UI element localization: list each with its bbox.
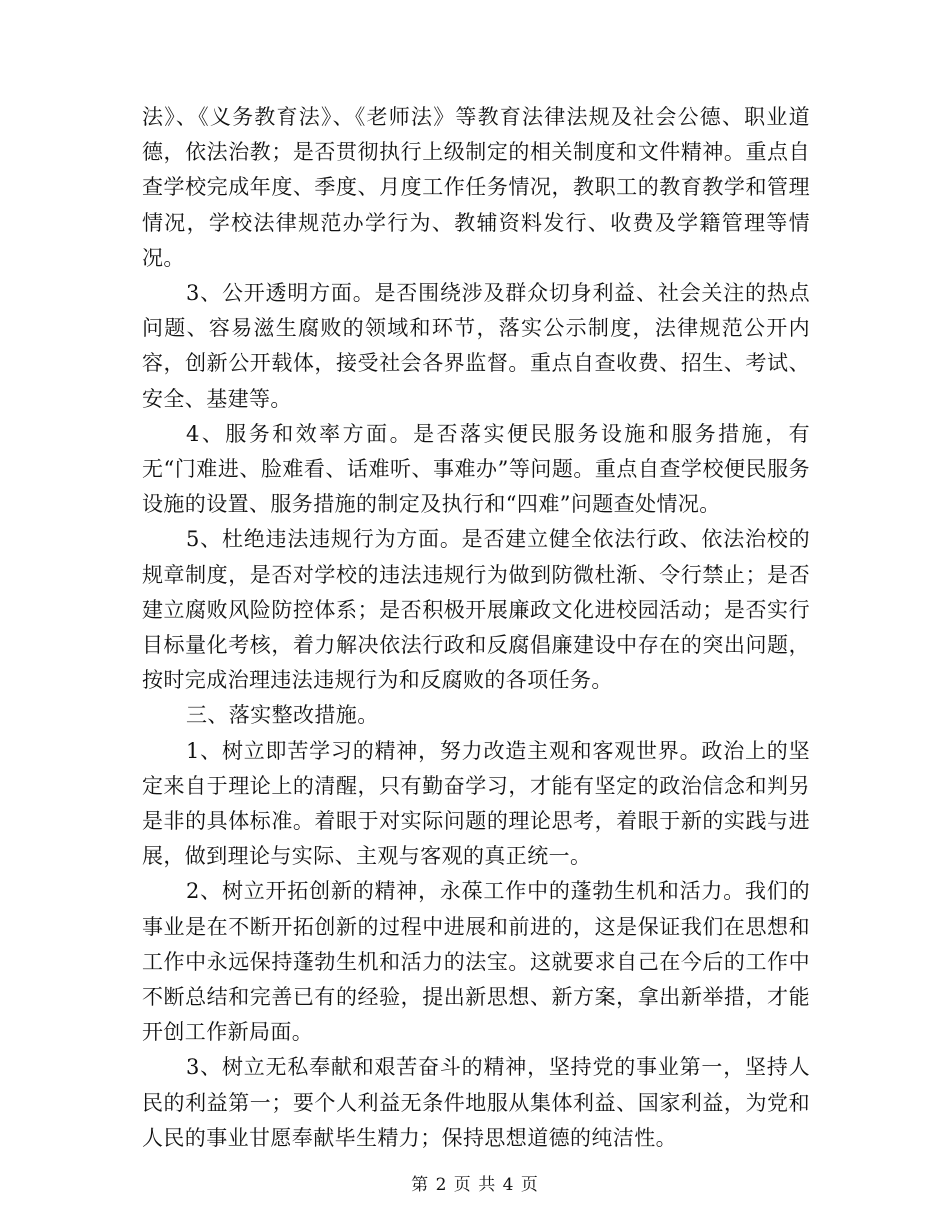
section-heading: 三、落实整改措施。 [186, 703, 379, 728]
page-number-label: 第 2 页 共 4 页 [411, 1175, 539, 1195]
paragraph-1: 法》、《义务教育法》、《老师法》等教育法律法规及社会公德、职业道德，依法治教；是否贯彻执行上级制定的相关制度和文件精神。重点自查学校完成年度、季度、月度工作任务情况，教职工的教育教学和管理情况，学校法律规范办学行为、教辅资料发行、收费及学籍管理等情况。 [142, 105, 810, 270]
paragraph-2: 3、公开透明方面。是否围绕涉及群众切身利益、社会关注的热点问题、容易滋生腐败的领域和环节，落实公示制度，法律规范公开内容，创新公开载体，接受社会各界监督。重点自查收费、招生、考试、安全、基建等。 [142, 281, 810, 411]
paragraph-6: 1、树立即苦学习的精神，努力改造主观和客观世界。政治上的坚定来自于理论上的清醒，只有勤奋学习，才能有坚定的政治信念和判另是非的具体标准。着眼于对实际问题的理论思考，着眼于新的实践与进展，做到理论与实际、主观与客观的真正统一。 [142, 738, 810, 869]
document-body [142, 100, 810, 1156]
paragraph-8: 3、树立无私奉献和艰苦奋斗的精神，坚持党的事业第一，坚持人民的利益第一；要个人利益无条件地服从集体利益、国家利益，为党和人民的事业甘愿奉献毕生精力；保持思想道德的纯洁性。 [142, 1055, 810, 1150]
paragraph-4: 5、杜绝违法违规行为方面。是否建立健全依法行政、依法治校的规章制度，是否对学校的违法违规行为做到防微杜渐、令行禁止；是否建立腐败风险防控体系；是否积极开展廉政文化进校园活动；是否实行目标量化考核，着力解决依法行政和反腐倡廉建设中存在的突出问题，按时完成治理违法违规行为和反腐败的各项任务。 [142, 527, 810, 693]
paragraph-3: 4、服务和效率方面。是否落实便民服务设施和服务措施，有无“门难进、脸难看、话难听、事难办”等问题。重点自查学校便民服务设施的设置、服务措施的制定及执行和“四难”问题查处情况。 [142, 421, 810, 517]
paragraph-7: 2、树立开拓创新的精神，永葆工作中的蓬勃生机和活力。我们的事业是在不断开拓创新的过程中进展和前进的，这是保证我们在思想和工作中永远保持蓬勃生机和活力的法宝。这就要求自己在今后的工作中不断总结和完善已有的经验，提出新思想、新方案，拿出新举措，才能开创工作新局面。 [142, 879, 810, 1045]
page-footer [0, 1174, 950, 1196]
